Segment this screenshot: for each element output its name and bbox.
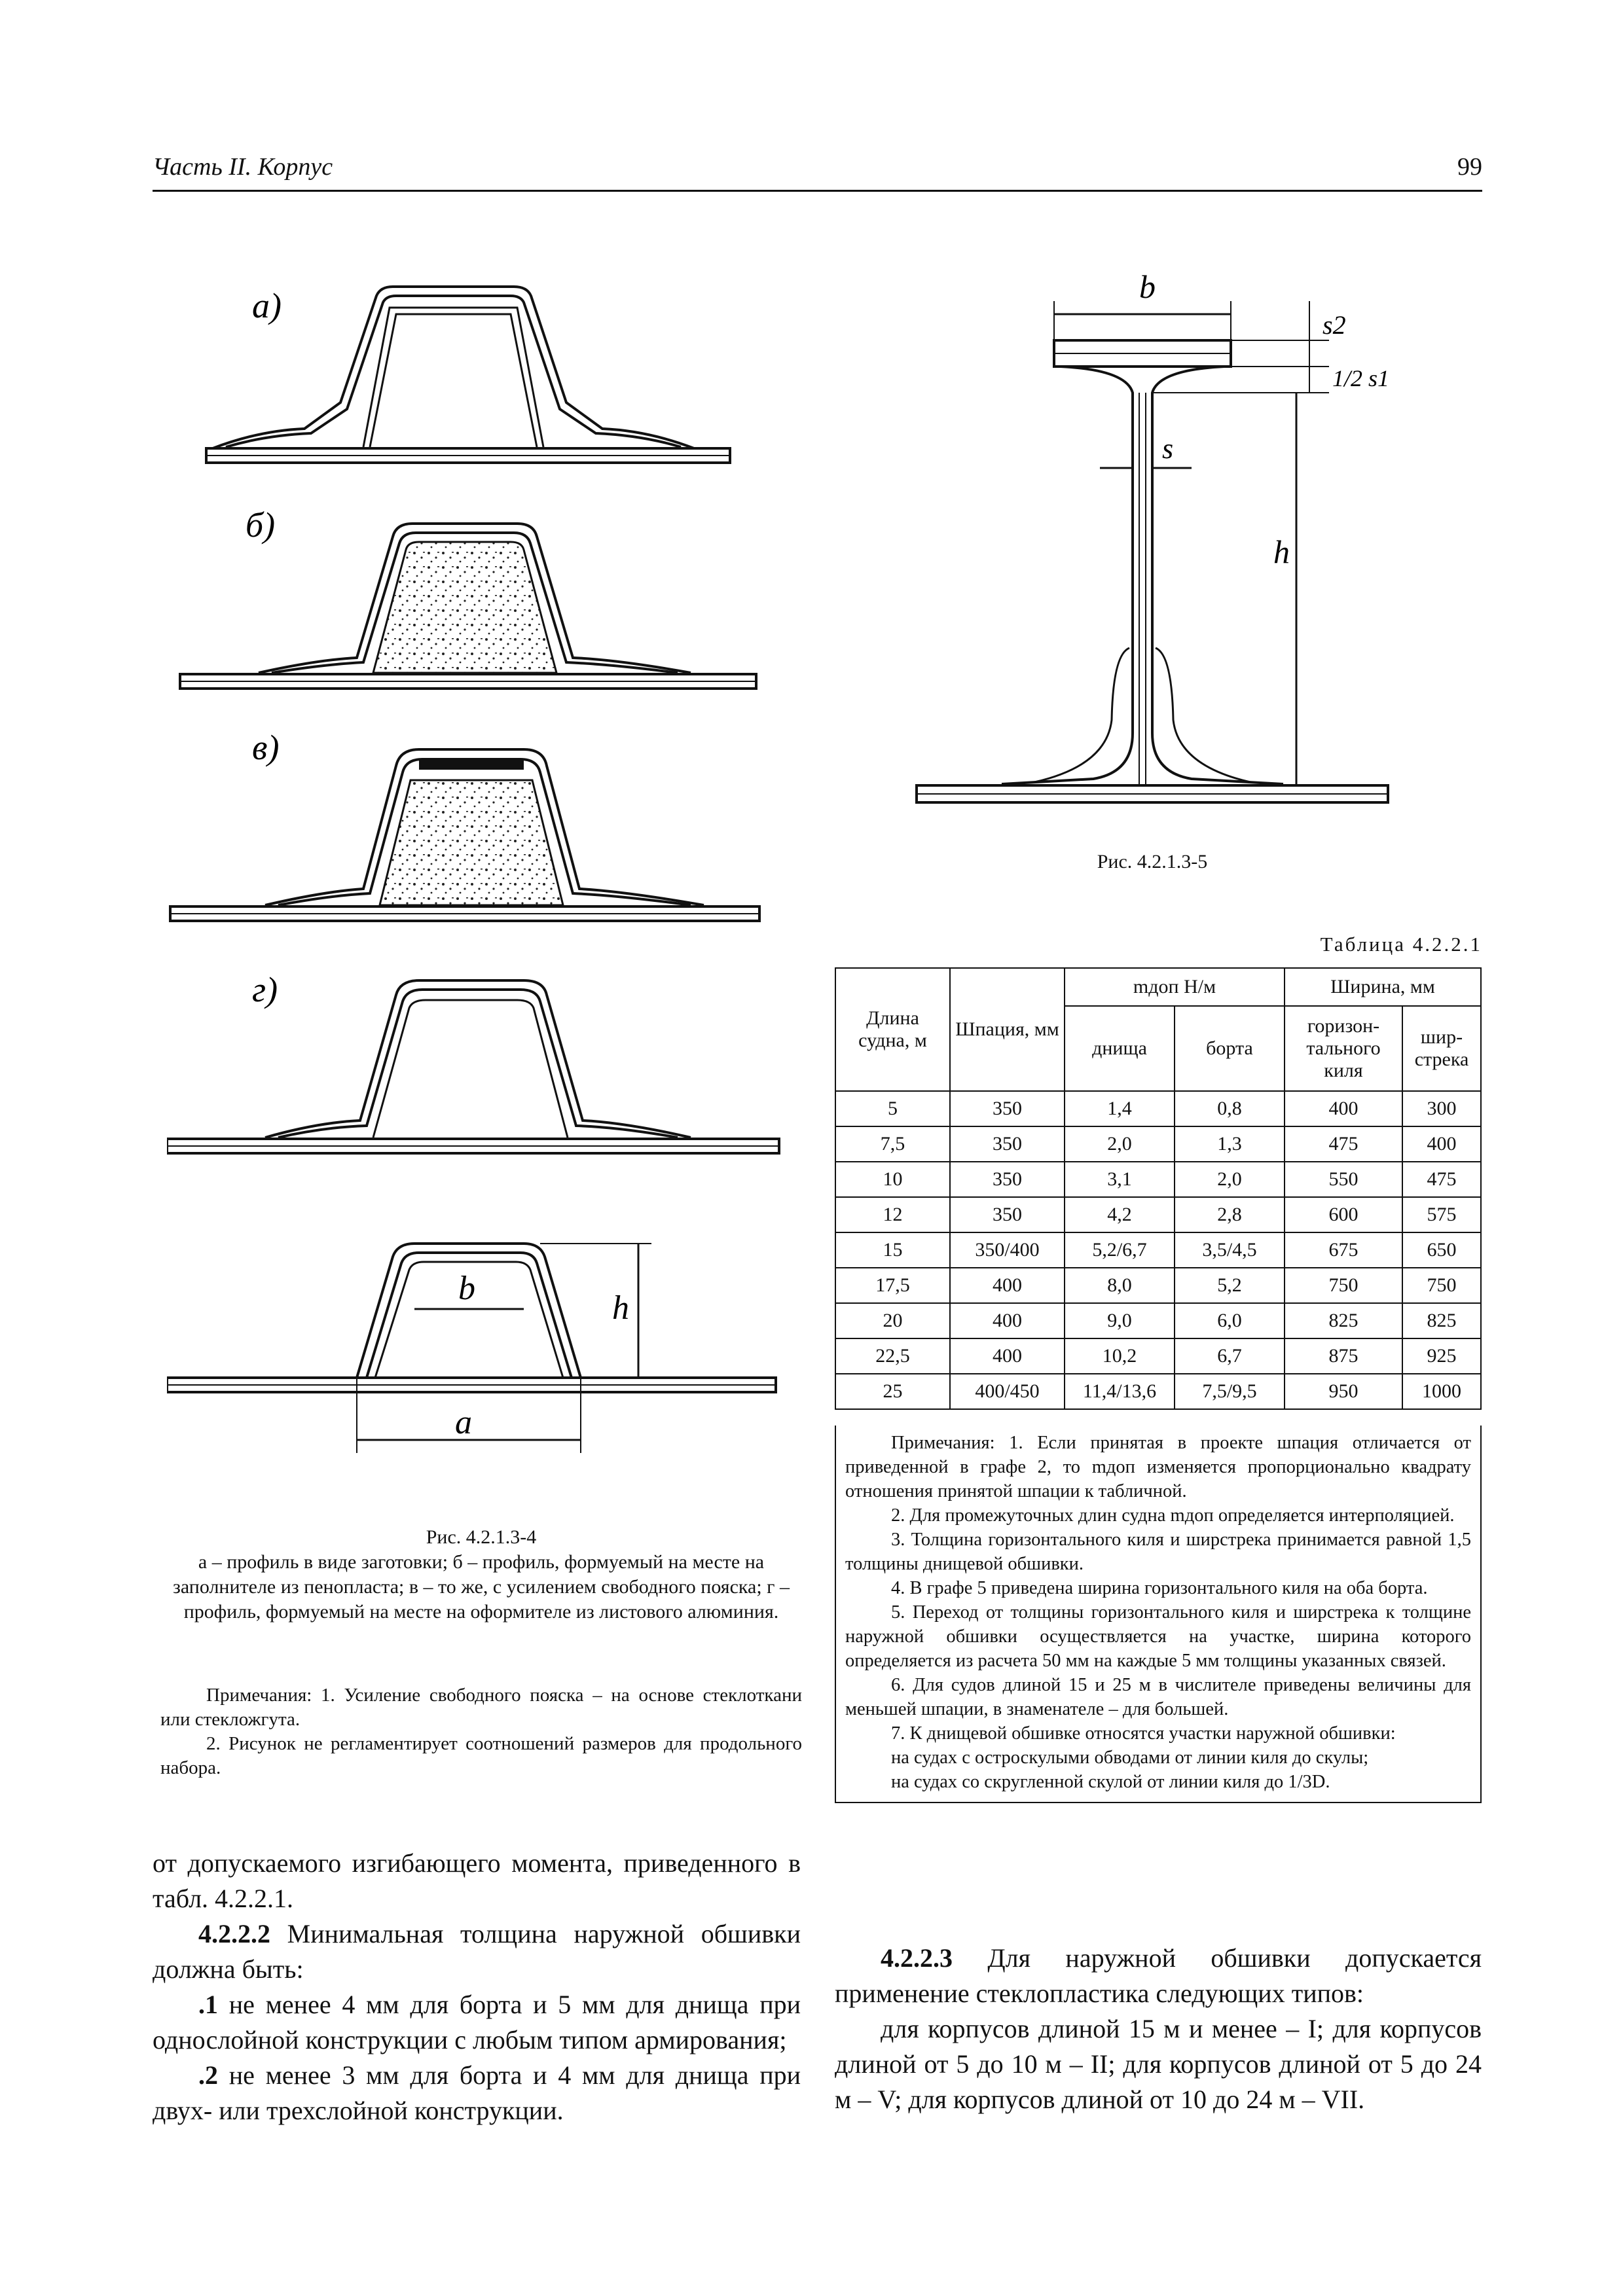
table-row (835, 1162, 1481, 1197)
table-note-4: 4. В графе 5 приведена ширина горизонтального киля на оба борта. (891, 1578, 1428, 1598)
table-cell: 22,5 (835, 1338, 950, 1374)
figure-profiles (167, 262, 795, 1486)
table-row (835, 1338, 1481, 1374)
table-cell: 3,1 (1065, 1162, 1175, 1197)
figure-t-profile (903, 262, 1414, 838)
table-cell: 750 (1402, 1268, 1481, 1303)
t-dim-s-label: s (1162, 433, 1174, 465)
figure-4-note-1: Примечания: 1. Усиление свободного пояска – на основе стеклоткани или стекложгута. (160, 1685, 802, 1730)
table-cell: 5 (835, 1091, 950, 1126)
paragraph-types: для корпусов длиной 15 м и менее – I; для корпусов длиной от 5 до 10 м – II; для корпусов длиной от 5 до 24 м – V; для корпусов длиной от 10 до 24 м – VII. (835, 2014, 1482, 2114)
label-v: в) (252, 728, 280, 767)
page-number: 99 (1457, 153, 1482, 181)
paragraph-4-2-2-2 (153, 1916, 801, 1987)
table-note-7: 7. К днищевой обшивке относятся участки наружной обшивки: (891, 1723, 1396, 1744)
figure-4-caption-number: Рис. 4.2.1.3-4 (426, 1526, 537, 1548)
table-cell: 7,5 (835, 1126, 950, 1162)
figure-4-caption (160, 1525, 802, 1624)
item-number: .1 (198, 1990, 218, 2019)
table-cell: 400 (950, 1338, 1065, 1374)
table-cell: 2,0 (1065, 1126, 1175, 1162)
table-cell: 4,2 (1065, 1197, 1175, 1232)
header-rule (153, 190, 1482, 192)
profile-v (170, 749, 759, 921)
table-cell: 350 (950, 1197, 1065, 1232)
table-cell: 400 (1402, 1126, 1481, 1162)
table-label: Таблица 4.2.2.1 (1320, 933, 1482, 956)
paragraph-4-2-2-3 (835, 1941, 1482, 2011)
profile-b (180, 524, 756, 689)
table-cell: 675 (1285, 1232, 1402, 1268)
figure-4-caption-text: а – профиль в виде заготовки; б – профиль, формуемый на месте на заполнителе из пенопласта; в – то же, с усилением свободного пояска; г – профиль, формуемый на месте на оформителе из листового алюминия. (173, 1551, 790, 1623)
dim-a-label: a (455, 1404, 472, 1441)
item-number: .2 (198, 2060, 218, 2090)
table-cell: 400 (1285, 1091, 1402, 1126)
table-cell: 3,5/4,5 (1175, 1232, 1285, 1268)
table-cell: 750 (1285, 1268, 1402, 1303)
table-cell: 17,5 (835, 1268, 950, 1303)
figure-4-notes (160, 1683, 802, 1780)
table-cell: 475 (1285, 1126, 1402, 1162)
label-b: б) (246, 505, 276, 545)
table-cell: 1,3 (1175, 1126, 1285, 1162)
paragraph-continuation: от допускаемого изгибающего момента, приведенного в табл. 4.2.2.1. (153, 1848, 801, 1913)
table-cell: 10 (835, 1162, 950, 1197)
figure-5-caption: Рис. 4.2.1.3-5 (1097, 851, 1208, 872)
table-cell: 7,5/9,5 (1175, 1374, 1285, 1409)
dim-h-label: h (612, 1289, 629, 1327)
table-cell: 400 (950, 1303, 1065, 1338)
table-cell: 5,2/6,7 (1065, 1232, 1175, 1268)
t-dim-b-label: b (1139, 268, 1156, 305)
table-note-5: 5. Переход от толщины горизонтального киля и ширстрека к толщине наружной обшивки осуществляется на участке, ширина которого определяется из расчета 50 мм на каждые 5 мм толщины указанных связей. (845, 1602, 1471, 1671)
col-width-strake-header: шир-стрека (1402, 1006, 1481, 1091)
col-m-bottom-header: днища (1065, 1006, 1175, 1091)
table-note-1: Примечания: 1. Если принятая в проекте шпация отличается от приведенной в графе 2, то mдоп изменяется пропорционально квадрату отношения принятой шпации к табличной. (845, 1433, 1471, 1501)
table-cell: 350/400 (950, 1232, 1065, 1268)
table-cell: 8,0 (1065, 1268, 1175, 1303)
table-cell: 2,0 (1175, 1162, 1285, 1197)
table-cell: 650 (1402, 1232, 1481, 1268)
table-cell: 600 (1285, 1197, 1402, 1232)
t-dim-s2-label: s2 (1322, 310, 1346, 340)
clause-text: Для наружной обшивки допускается применение стеклопластика следующих типов: (835, 1943, 1482, 2008)
table-cell: 400 (950, 1268, 1065, 1303)
t-dim-h-label: h (1273, 533, 1290, 570)
table-note-2: 2. Для промежуточных длин судна mдоп определяется интерполяцией. (891, 1505, 1455, 1526)
table-cell: 11,4/13,6 (1065, 1374, 1175, 1409)
label-g: г) (252, 970, 278, 1009)
table-cell: 550 (1285, 1162, 1402, 1197)
col-length-header: Длина судна, м (835, 968, 950, 1091)
clause-number: 4.2.2.3 (881, 1943, 953, 1973)
data-table (835, 967, 1482, 1410)
col-width-keel-header: горизон-тального киля (1285, 1006, 1402, 1091)
table-cell: 400/450 (950, 1374, 1065, 1409)
body-text-left (153, 1846, 801, 2128)
table-row (835, 1374, 1481, 1409)
table-cell: 2,8 (1175, 1197, 1285, 1232)
table-notes (835, 1426, 1482, 1803)
col-m-group-header: mдоп Н/м (1065, 968, 1285, 1006)
table-row (835, 1268, 1481, 1303)
table-row (835, 1091, 1481, 1126)
col-spacing-header: Шпация, мм (950, 968, 1065, 1091)
table-cell: 10,2 (1065, 1338, 1175, 1374)
table-cell: 25 (835, 1374, 950, 1409)
table-cell: 1,4 (1065, 1091, 1175, 1126)
table-cell: 575 (1402, 1197, 1481, 1232)
table-cell: 12 (835, 1197, 950, 1232)
table-row (835, 1232, 1481, 1268)
table-body (835, 1091, 1481, 1409)
clause-text: Минимальная толщина наружной обшивки должна быть: (153, 1919, 801, 1984)
table-cell: 1000 (1402, 1374, 1481, 1409)
col-m-side-header: борта (1175, 1006, 1285, 1091)
paragraph-item-2 (153, 2058, 801, 2128)
item-text: не менее 3 мм для борта и 4 мм для днища при двух- или трехслойной конструкции. (153, 2060, 801, 2125)
table-note-3: 3. Толщина горизонтального киля и ширстрека принимается равной 1,5 толщины днищевой обшивки. (845, 1530, 1471, 1574)
paragraph-item-1 (153, 1987, 801, 2058)
table-cell: 475 (1402, 1162, 1481, 1197)
table-cell: 15 (835, 1232, 950, 1268)
table-cell: 20 (835, 1303, 950, 1338)
table-cell: 6,7 (1175, 1338, 1285, 1374)
table-note-7a: на судах с остроскулыми обводами от линии киля до скулы; (891, 1748, 1369, 1768)
col-width-group-header: Ширина, мм (1285, 968, 1481, 1006)
table-cell: 350 (950, 1126, 1065, 1162)
table-cell: 825 (1402, 1303, 1481, 1338)
table-cell: 925 (1402, 1338, 1481, 1374)
table-note-7b: на судах со скругленной скулой от линии киля до 1/3D. (891, 1772, 1330, 1792)
table-row (835, 1197, 1481, 1232)
table-cell: 300 (1402, 1091, 1481, 1126)
dim-b-label: b (458, 1270, 475, 1307)
running-header-title: Часть II. Корпус (153, 153, 333, 181)
clause-number: 4.2.2.2 (198, 1919, 270, 1948)
table-cell: 0,8 (1175, 1091, 1285, 1126)
table-cell: 350 (950, 1162, 1065, 1197)
table-cell: 825 (1285, 1303, 1402, 1338)
table-cell: 950 (1285, 1374, 1402, 1409)
t-dim-half-s1-label: 1/2 s1 (1332, 365, 1390, 391)
table-cell: 5,2 (1175, 1268, 1285, 1303)
table-cell: 875 (1285, 1338, 1402, 1374)
body-text-right (835, 1941, 1482, 2117)
item-text: не менее 4 мм для борта и 5 мм для днища при однослойной конструкции с любым типом армирования; (153, 1990, 801, 2054)
table-cell: 6,0 (1175, 1303, 1285, 1338)
table-note-6: 6. Для судов длиной 15 и 25 м в числителе приведены величины для меньшей шпации, в знаменателе – для большей. (845, 1675, 1471, 1719)
profile-a (206, 287, 730, 463)
table-row (835, 1126, 1481, 1162)
label-a: а) (252, 286, 282, 325)
table-cell: 350 (950, 1091, 1065, 1126)
figure-4-note-2: 2. Рисунок не регламентирует соотношений размеров для продольного набора. (160, 1733, 802, 1778)
table-row (835, 1303, 1481, 1338)
table-cell: 9,0 (1065, 1303, 1175, 1338)
